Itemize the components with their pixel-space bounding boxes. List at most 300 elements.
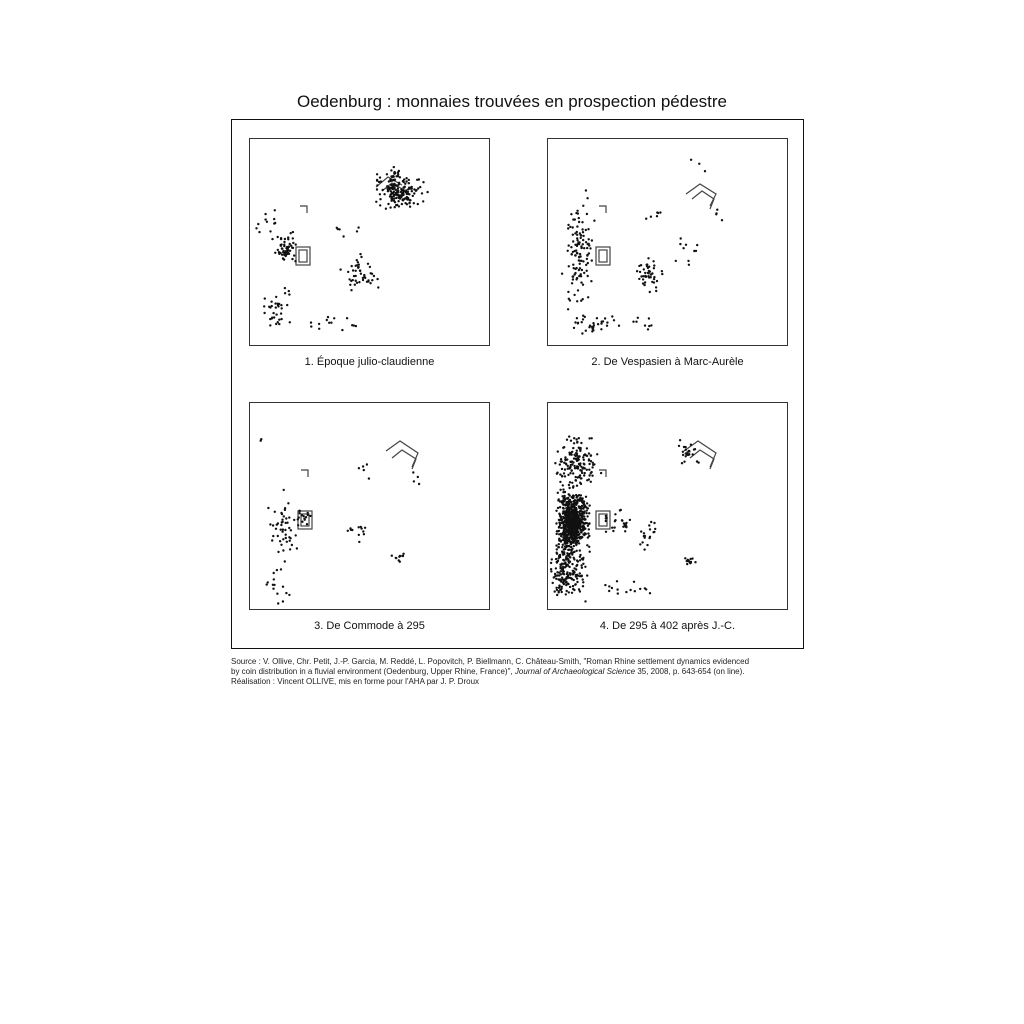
- coin-findspot: [680, 237, 682, 239]
- coin-findspot: [583, 247, 585, 249]
- coin-findspot: [593, 324, 595, 326]
- camp-outline: [686, 184, 716, 209]
- coin-findspot: [567, 227, 569, 229]
- coin-findspot: [318, 323, 320, 325]
- coin-findspot: [570, 552, 572, 554]
- coin-findspot: [693, 250, 695, 252]
- coin-findspot: [640, 530, 642, 532]
- coin-findspot: [376, 180, 378, 182]
- coin-findspot: [360, 273, 362, 275]
- coin-findspot: [292, 242, 294, 244]
- coin-findspot: [614, 513, 616, 515]
- coin-findspot: [402, 193, 404, 195]
- coin-findspot: [318, 328, 320, 330]
- coin-findspot: [590, 280, 592, 282]
- coin-findspot: [659, 211, 661, 213]
- coin-findspot: [281, 519, 283, 521]
- coin-findspot: [373, 275, 375, 277]
- coin-findspot: [685, 244, 687, 246]
- coin-findspot: [273, 316, 275, 318]
- coin-findspot: [279, 540, 281, 542]
- coin-findspot: [585, 264, 587, 266]
- coin-findspot: [568, 265, 570, 267]
- coin-findspot: [578, 455, 580, 457]
- coin-findspot: [339, 268, 341, 270]
- coin-findspot: [653, 281, 655, 283]
- coin-findspot: [571, 528, 573, 530]
- coin-findspot: [301, 521, 303, 523]
- coin-findspot: [581, 269, 583, 271]
- coin-findspot: [402, 553, 404, 555]
- coin-findspot: [284, 509, 286, 511]
- coin-findspot: [640, 275, 642, 277]
- coin-findspot: [284, 252, 286, 254]
- coin-findspot: [582, 581, 584, 583]
- coin-findspot: [405, 180, 407, 182]
- coin-findspot: [272, 584, 274, 586]
- coin-findspot: [576, 502, 578, 504]
- coin-findspot: [573, 457, 575, 459]
- coin-findspot: [573, 465, 575, 467]
- coin-findspot: [369, 282, 371, 284]
- coin-findspot: [618, 325, 620, 327]
- coin-findspot: [379, 176, 381, 178]
- coin-findspot: [556, 594, 558, 596]
- coin-findspot: [386, 173, 388, 175]
- coin-findspot: [399, 197, 401, 199]
- coin-findspot: [698, 163, 700, 165]
- coin-findspot: [570, 520, 572, 522]
- coin-scatter-map-1: [250, 139, 489, 345]
- coin-findspot: [684, 557, 686, 559]
- coin-findspot: [571, 253, 573, 255]
- coin-findspot: [280, 524, 282, 526]
- coin-findspot: [617, 592, 619, 594]
- coin-findspot: [558, 554, 560, 556]
- coin-findspot: [389, 206, 391, 208]
- coin-findspot: [572, 240, 574, 242]
- coin-findspot: [574, 250, 576, 252]
- coin-findspot: [649, 536, 651, 538]
- coin-findspot: [352, 279, 354, 281]
- map-panel-1: [249, 138, 490, 346]
- coin-findspot: [592, 327, 594, 329]
- coin-findspot: [377, 286, 379, 288]
- coin-findspot: [557, 546, 559, 548]
- coin-findspot: [570, 517, 572, 519]
- coin-findspot: [391, 176, 393, 178]
- coin-findspot: [583, 454, 585, 456]
- coin-findspot: [597, 323, 599, 325]
- coin-findspot: [608, 590, 610, 592]
- coin-findspot: [569, 586, 571, 588]
- coin-findspot: [408, 182, 410, 184]
- coin-findspot: [568, 435, 570, 437]
- coin-findspot: [559, 463, 561, 465]
- coin-findspot: [409, 206, 411, 208]
- coin-findspot: [560, 535, 562, 537]
- coin-findspot: [271, 238, 273, 240]
- coin-findspot: [358, 534, 360, 536]
- coin-findspot: [586, 502, 588, 504]
- coin-findspot: [606, 325, 608, 327]
- coin-findspot: [557, 507, 559, 509]
- coin-findspot: [566, 590, 568, 592]
- coin-findspot: [650, 324, 652, 326]
- coin-findspot: [276, 593, 278, 595]
- coin-findspot: [575, 523, 577, 525]
- coin-findspot: [636, 270, 638, 272]
- coin-findspot: [575, 510, 577, 512]
- coin-findspot: [264, 218, 266, 220]
- coin-findspot: [592, 322, 594, 324]
- coin-findspot: [686, 563, 688, 565]
- coin-findspot: [592, 329, 594, 331]
- coin-findspot: [400, 194, 402, 196]
- coin-findspot: [355, 325, 357, 327]
- coin-findspot: [588, 478, 590, 480]
- coin-findspot: [644, 324, 646, 326]
- coin-findspot: [643, 268, 645, 270]
- coin-findspot: [619, 509, 621, 511]
- coin-findspot: [585, 330, 587, 332]
- coin-findspot: [277, 551, 279, 553]
- coin-findspot: [581, 529, 583, 531]
- coin-findspot: [573, 519, 575, 521]
- coin-findspot: [560, 458, 562, 460]
- coin-findspot: [328, 322, 330, 324]
- coin-findspot: [645, 218, 647, 220]
- coin-findspot: [576, 454, 578, 456]
- coin-findspot: [307, 512, 309, 514]
- coin-findspot: [376, 278, 378, 280]
- fortification-small: [599, 206, 606, 213]
- coin-findspot: [585, 512, 587, 514]
- coin-findspot: [275, 313, 277, 315]
- coin-findspot: [558, 574, 560, 576]
- coin-findspot: [568, 493, 570, 495]
- coin-findspot: [582, 239, 584, 241]
- coin-findspot: [573, 500, 575, 502]
- coin-findspot: [582, 456, 584, 458]
- coin-findspot: [655, 286, 657, 288]
- coin-findspot: [679, 243, 681, 245]
- coin-findspot: [396, 190, 398, 192]
- coin-findspot: [568, 484, 570, 486]
- coin-findspot: [590, 472, 592, 474]
- coin-findspot: [565, 497, 567, 499]
- coin-findspot: [716, 209, 718, 211]
- coin-findspot: [590, 460, 592, 462]
- coin-findspot: [613, 526, 615, 528]
- coin-findspot: [264, 213, 266, 215]
- coin-findspot: [274, 302, 276, 304]
- coin-findspot: [578, 217, 580, 219]
- coin-findspot: [586, 509, 588, 511]
- coin-findspot: [273, 572, 275, 574]
- coin-findspot: [576, 225, 578, 227]
- coin-findspot: [394, 206, 396, 208]
- coin-findspot: [419, 186, 421, 188]
- source-note: [231, 657, 811, 687]
- coin-findspot: [564, 475, 566, 477]
- coin-findspot: [581, 472, 583, 474]
- coin-findspot: [570, 470, 572, 472]
- coin-findspot: [581, 567, 583, 569]
- coin-findspot: [341, 329, 343, 331]
- coin-findspot: [397, 200, 399, 202]
- coin-findspot: [568, 577, 570, 579]
- coin-findspot: [572, 218, 574, 220]
- coin-findspot: [588, 437, 590, 439]
- coin-findspot: [582, 563, 584, 565]
- coin-findspot: [358, 467, 360, 469]
- figure-frame: [231, 119, 804, 649]
- coin-findspot: [566, 439, 568, 441]
- coin-findspot: [580, 300, 582, 302]
- coin-findspot: [559, 506, 561, 508]
- coin-findspot: [287, 247, 289, 249]
- coin-findspot: [611, 527, 613, 529]
- coin-findspot: [356, 282, 358, 284]
- coin-findspot: [559, 585, 561, 587]
- source-line-2-a: by coin distribution in a fluvial environment (Oedenburg, Upper Rhine, France)",: [231, 667, 515, 676]
- coin-findspot: [644, 272, 646, 274]
- coin-findspot: [582, 315, 584, 317]
- coin-findspot: [559, 524, 561, 526]
- coin-findspot: [290, 529, 292, 531]
- coin-findspot: [392, 192, 394, 194]
- coin-findspot: [567, 250, 569, 252]
- coin-findspot: [567, 583, 569, 585]
- coin-findspot: [566, 564, 568, 566]
- coin-findspot: [342, 235, 344, 237]
- coin-findspot: [554, 462, 556, 464]
- coin-findspot: [267, 581, 269, 583]
- coin-findspot: [661, 270, 663, 272]
- coin-findspot: [635, 321, 637, 323]
- coin-findspot: [560, 522, 562, 524]
- coin-findspot: [281, 307, 283, 309]
- coin-findspot: [683, 461, 685, 463]
- coin-findspot: [605, 517, 607, 519]
- coin-findspot: [557, 492, 559, 494]
- coin-findspot: [581, 321, 583, 323]
- coin-findspot: [284, 529, 286, 531]
- coin-findspot: [571, 503, 573, 505]
- coin-findspot: [688, 453, 690, 455]
- coin-findspot: [389, 187, 391, 189]
- fort-structures: [298, 441, 418, 529]
- coin-findspot: [682, 247, 684, 249]
- coin-findspot: [283, 245, 285, 247]
- coin-findspot: [638, 278, 640, 280]
- coin-findspot: [566, 521, 568, 523]
- coin-findspot: [580, 237, 582, 239]
- coin-findspot: [292, 231, 294, 233]
- coin-findspot: [568, 244, 570, 246]
- coin-findspot: [362, 279, 364, 281]
- coin-findspot: [273, 218, 275, 220]
- coin-findspot: [574, 528, 576, 530]
- coin-findspot: [645, 276, 647, 278]
- coin-findspot: [573, 273, 575, 275]
- coin-findspot: [360, 256, 362, 258]
- coin-findspot: [586, 247, 588, 249]
- source-line-1: Source : V. Ollive, Chr. Petit, J.-P. Garcia, M. Reddé, L. Popovitch, P. Biellmann, C. Château-Smith, "Roman Rhine settlement dynamics evidenced: [231, 657, 750, 666]
- coin-findspot: [571, 533, 573, 535]
- coin-findspot: [566, 571, 568, 573]
- coin-findspot: [614, 519, 616, 521]
- coin-findspot: [690, 159, 692, 161]
- coin-findspot: [272, 524, 274, 526]
- coin-findspot: [274, 511, 276, 513]
- coin-findspot: [281, 521, 283, 523]
- coin-findspot: [561, 563, 563, 565]
- coin-findspot: [583, 272, 585, 274]
- coin-findspot: [277, 522, 279, 524]
- coin-findspot: [297, 524, 299, 526]
- coin-findspot: [574, 254, 576, 256]
- coin-findspot: [685, 449, 687, 451]
- coin-findspot: [337, 228, 339, 230]
- coin-findspot: [273, 578, 275, 580]
- coin-findspot: [277, 602, 279, 604]
- coin-findspot: [565, 530, 567, 532]
- coin-findspot: [653, 264, 655, 266]
- coin-findspot: [576, 441, 578, 443]
- coin-findspot: [402, 199, 404, 201]
- coin-findspot: [289, 540, 291, 542]
- coin-findspot: [310, 321, 312, 323]
- coin-findspot: [290, 245, 292, 247]
- coin-findspot: [380, 180, 382, 182]
- coin-findspot: [584, 566, 586, 568]
- coin-findspot: [592, 462, 594, 464]
- coin-findspot: [554, 590, 556, 592]
- coin-findspot: [573, 437, 575, 439]
- coin-findspot: [590, 455, 592, 457]
- coin-findspot: [576, 234, 578, 236]
- coin-findspot: [656, 211, 658, 213]
- coin-findspot: [285, 592, 287, 594]
- coin-scatter-map-4: [548, 403, 787, 609]
- coin-findspot: [582, 231, 584, 233]
- coin-findspot: [683, 446, 685, 448]
- coin-findspot: [588, 463, 590, 465]
- coin-findspot: [562, 539, 564, 541]
- coin-findspot: [640, 264, 642, 266]
- coin-findspot: [625, 522, 627, 524]
- coin-findspot: [578, 518, 580, 520]
- coin-findspot: [271, 305, 273, 307]
- coin-findspot: [600, 322, 602, 324]
- coin-findspot: [280, 245, 282, 247]
- coin-findspot: [642, 278, 644, 280]
- coin-findspot: [575, 574, 577, 576]
- coin-findspot: [571, 572, 573, 574]
- coin-findspot: [582, 578, 584, 580]
- coin-findspot: [580, 234, 582, 236]
- coin-findspot: [571, 541, 573, 543]
- coin-findspot: [564, 539, 566, 541]
- coin-findspot: [588, 504, 590, 506]
- coin-findspot: [559, 481, 561, 483]
- coin-findspot: [295, 243, 297, 245]
- coin-findspot: [379, 193, 381, 195]
- coin-findspot: [579, 572, 581, 574]
- coin-findspot: [721, 219, 723, 221]
- coin-findspot: [330, 322, 332, 324]
- coin-findspot: [293, 254, 295, 256]
- coin-findspots: [255, 166, 429, 331]
- coin-findspot: [351, 265, 353, 267]
- coin-findspot: [356, 230, 358, 232]
- coin-findspot: [572, 234, 574, 236]
- coin-findspot: [585, 533, 587, 535]
- coin-findspot: [297, 518, 299, 520]
- coin-findspot: [558, 519, 560, 521]
- coin-findspot: [583, 519, 585, 521]
- coin-findspot: [306, 523, 308, 525]
- coin-findspot: [571, 538, 573, 540]
- coin-findspot: [588, 528, 590, 530]
- coin-findspot: [402, 189, 404, 191]
- coin-findspot: [568, 487, 570, 489]
- coin-findspot: [586, 258, 588, 260]
- coin-findspot: [653, 531, 655, 533]
- coin-findspot: [583, 459, 585, 461]
- coin-findspot: [661, 273, 663, 275]
- coin-findspot: [655, 290, 657, 292]
- coin-findspot: [376, 184, 378, 186]
- coin-findspot: [290, 232, 292, 234]
- coin-findspot: [277, 249, 279, 251]
- coin-findspot: [634, 590, 636, 592]
- coin-findspot: [561, 273, 563, 275]
- fortification-large-inner: [599, 250, 607, 262]
- coin-findspot: [562, 502, 564, 504]
- coin-findspot: [578, 437, 580, 439]
- coin-findspot: [589, 551, 591, 553]
- coin-findspot: [572, 278, 574, 280]
- coin-findspot: [289, 250, 291, 252]
- coin-findspot: [347, 271, 349, 273]
- coin-findspot: [642, 282, 644, 284]
- coin-findspot: [585, 189, 587, 191]
- coin-findspot: [406, 203, 408, 205]
- coin-findspot: [696, 460, 698, 462]
- coin-findspot: [412, 195, 414, 197]
- coin-findspot: [574, 542, 576, 544]
- coin-findspot: [688, 264, 690, 266]
- coin-findspot: [575, 479, 577, 481]
- coin-findspot: [280, 237, 282, 239]
- coin-findspot: [591, 437, 593, 439]
- coin-findspot: [562, 484, 564, 486]
- coin-findspot: [282, 538, 284, 540]
- coin-findspot: [560, 517, 562, 519]
- coin-findspot: [417, 476, 419, 478]
- coin-findspot: [569, 530, 571, 532]
- coin-findspot: [288, 594, 290, 596]
- coin-findspot: [567, 308, 569, 310]
- coin-findspot: [650, 521, 652, 523]
- coin-findspot: [281, 513, 283, 515]
- coin-findspot: [656, 215, 658, 217]
- coin-findspot: [405, 177, 407, 179]
- coin-findspot: [596, 317, 598, 319]
